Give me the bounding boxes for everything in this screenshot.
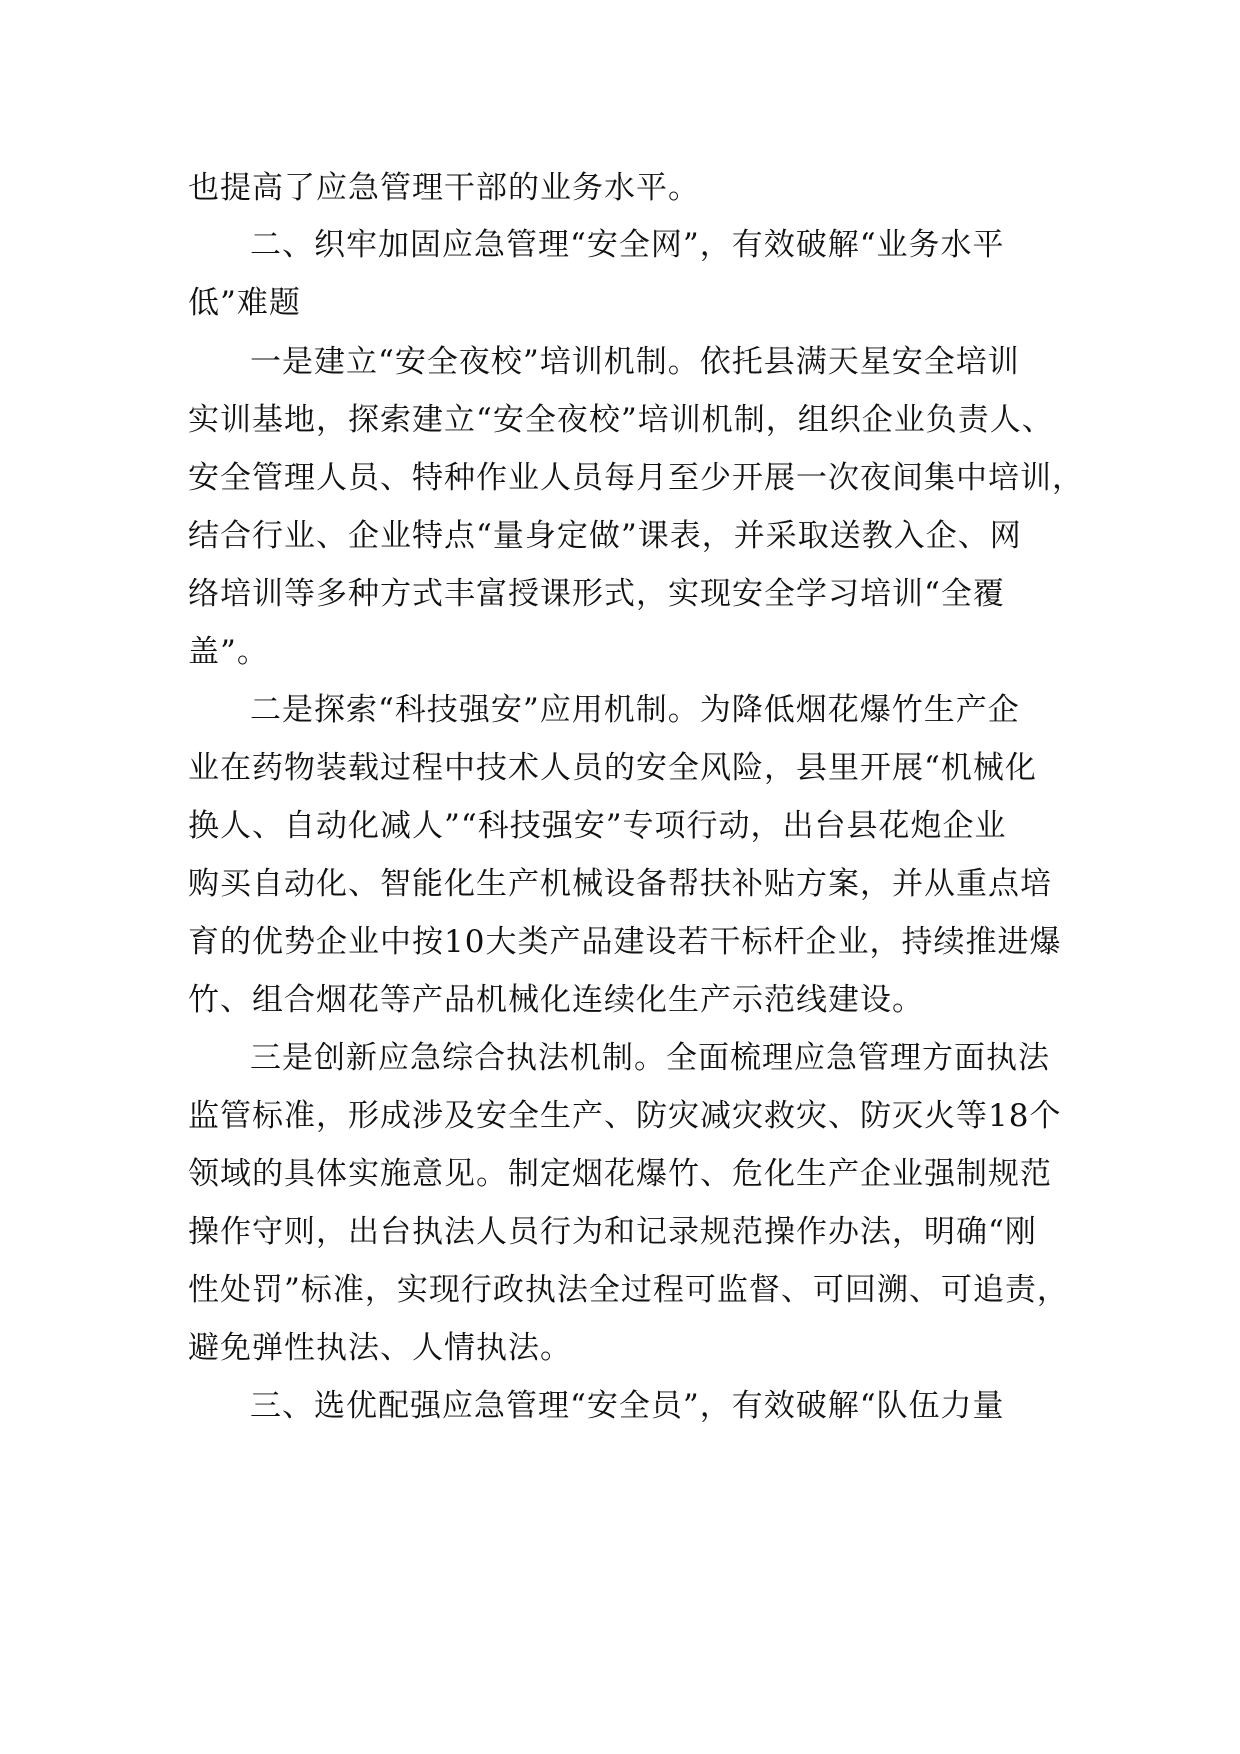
section-heading-cont: 低”难题 (188, 285, 301, 321)
paragraph-line: 一是建立“安全夜校”培训机制。依托县满天星安全培训 (250, 344, 1020, 380)
paragraph-line: 性处罚”标准，实现行政执法全过程可监督、可回溯、可追责， (188, 1272, 1069, 1308)
paragraph-line: 操作守则，出台执法人员行为和记录规范操作办法，明确“刚 (188, 1214, 1037, 1250)
paragraph-line: 避免弹性执法、人情执法。 (188, 1330, 572, 1366)
paragraph-line: 监管标准，形成涉及安全生产、防灾减灾救灾、防灭火等18个 (188, 1098, 1062, 1134)
paragraph-line: 三是创新应急综合执法机制。全面梳理应急管理方面执法 (250, 1040, 1050, 1076)
paragraph-line: 购买自动化、智能化生产机械设备帮扶补贴方案，并从重点培 (188, 866, 1052, 902)
paragraph-line: 络培训等多种方式丰富授课形式，实现安全学习培训“全覆 (188, 576, 1005, 612)
paragraph-line: 二是探索“科技强安”应用机制。为降低烟花爆竹生产企 (250, 692, 1020, 728)
paragraph-line: 实训基地，探索建立“安全夜校”培训机制，组织企业负责人、 (188, 402, 1054, 438)
paragraph-line: 换人、自动化减人”“科技强安”专项行动，出台县花炮企业 (188, 808, 1007, 844)
paragraph-line: 盖”。 (188, 634, 269, 670)
section-heading: 二、织牢加固应急管理“安全网”，有效破解“业务水平 (250, 227, 1005, 263)
paragraph-line: 结合行业、企业特点“量身定做”课表，并采取送教入企、网 (188, 518, 1022, 554)
paragraph-line: 育的优势企业中按10大类产品建设若干标杆企业，持续推进爆 (188, 924, 1062, 960)
text-line: 也提高了应急管理干部的业务水平。 (188, 170, 700, 206)
section-heading: 三、选优配强应急管理“安全员”，有效破解“队伍力量 (250, 1388, 1005, 1424)
paragraph-line: 安全管理人员、特种作业人员每月至少开展一次夜间集中培训， (188, 460, 1084, 496)
paragraph-line: 竹、组合烟花等产品机械化连续化生产示范线建设。 (188, 982, 924, 1018)
paragraph-line: 领域的具体实施意见。制定烟花爆竹、危化生产企业强制规范 (188, 1156, 1052, 1192)
paragraph-line: 业在药物装载过程中技术人员的安全风险，县里开展“机械化 (188, 750, 1037, 786)
